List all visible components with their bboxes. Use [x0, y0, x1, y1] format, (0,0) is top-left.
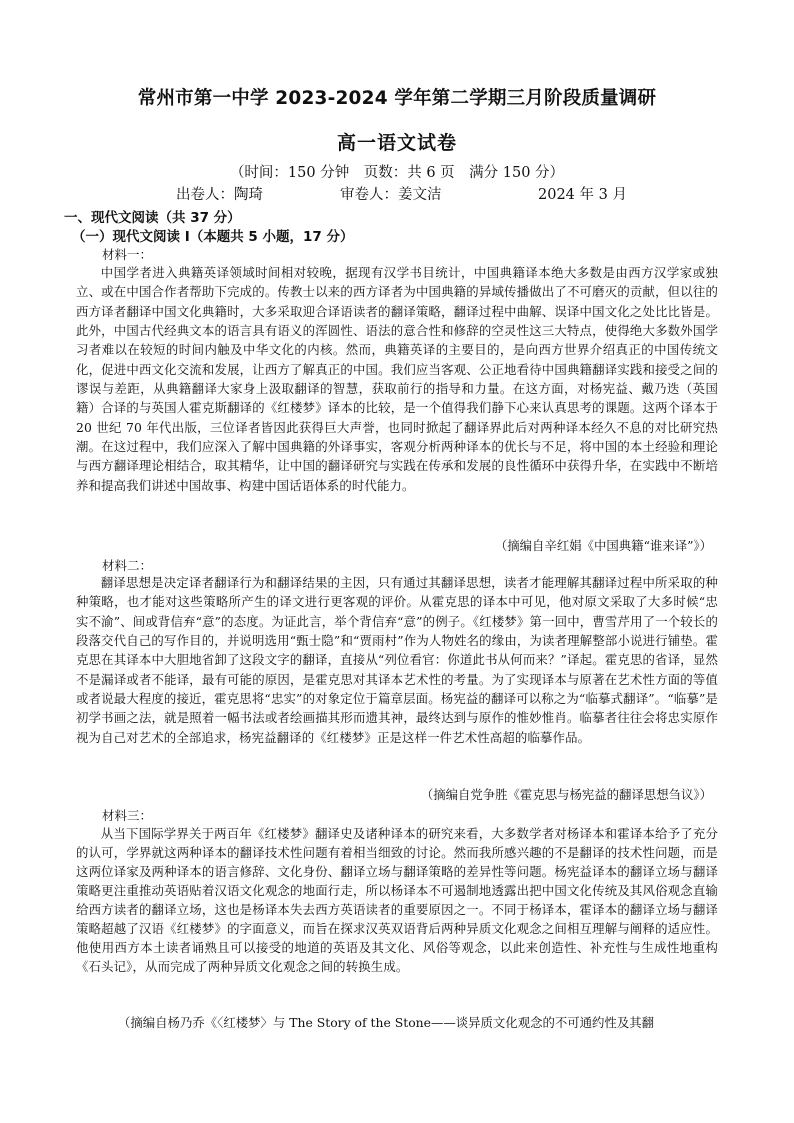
material-label: 材料一： — [102, 247, 153, 262]
material-source: （摘编自党争胜《霍克思与杨宪益的翻译思想刍议》） — [420, 787, 712, 802]
exam-subtitle: 高一语文试卷 — [336, 132, 457, 154]
exam-date: 2024 年 3 月 — [538, 187, 627, 203]
exam-title: 常州市第一中学 2023-2024 学年第二学期三月阶段质量调研 — [137, 88, 657, 109]
material-text: 从当下国际学界关于两百年《红楼梦》翻译史及诸种译本的研究来看，大多数学者对杨译本和霍译本给予了充分的认可，学界就这两种译本的翻译技术性问题有着相当细致的讨论。然而我所感兴趣的不是翻译的技术性问题，而是这两位译家及两种译本的语言修辞、文化身份、翻译立场与翻译策略的差异性等问题。杨宪益译本的翻译立场与翻译策略更注重推动英语贴着汉语文化观念的地面行走，所以杨译本不可遏制地透露出把中国文化传统及其风俗观念直输给西方读者的翻译立场，这也是杨译本失去西方英语读者的重要原因之一。不同于杨译本，霍译本的翻译立场与翻译策略超越了汉语《红楼梦》的字面意义，而旨在探求汉英双语背后两种异质文化观念之间相互理解与阐释的适应性。他使用西方本土读者诵熟且可以接受的地道的英语及其文化、风俗等观念，以此来创造性、补充性与生成性地重构《石头记》，从而完成了两种异质文化观念之间的转换生成。 — [76, 826, 718, 974]
material-source: （摘编自辛红娟《中国典籍“谁来译”》） — [494, 538, 712, 553]
material-text: 中国学者进入典籍英译领域时间相对较晚，据现有汉学书目统计，中国典籍译本绝大多数是由西方汉学家或独立、或在中国合作者帮助下完成的。传教士以来的西方译者为中国典籍的异域传播做出了不可磨灭的贡献，但以往的西方译者翻译中国文化典籍时，大多采取迎合译语读者的翻译策略，翻译过程中曲解、误译中国文化之处比比皆是。此外，中国古代经典文本的语言具有语义的浑圆性、语法的意合性和修辞的空灵性这三大特点，使得绝大多数外国学习者难以在较短的时间内触及中华文化的内核。然而，典籍英译的主要目的，是向西方世界介绍真正的中国传统文化，促进中西文化交流和发展，让西方了解真正的中国。我们应当客观、公正地看待中国典籍翻译实践和接受之间的谬误与差距，从典籍翻译大家身上汲取翻译的智慧，获取前行的指导和力量。在这方面，对杨宪益、戴乃迭（英国籍）合译的与英国人霍克斯翻译的《红楼梦》译本的比较，是一个值得我们静下心来认真思考的课题。这两个译本于 20 世纪 70 年代出版，三位译者皆因此获得巨大声誉，也同时掀起了翻译界此后对两种译本经久不息的对比研究热潮。在这过程中，我们应深入了解中国典籍的外译事实，客观分析两种译本的优长与不足，将中国的本土经验和理论与西方翻译理论相结合，取其精华，让中国的翻译研究与实践在传承和发展的良性循环中获得升华，在实践中不断培养和提高我们讲述中国故事、构建中国话语体系的时代能力。 — [76, 265, 718, 493]
exam-info: （时间：150 分钟 页数：共 6 页 满分 150 分） — [229, 165, 565, 181]
author-line: 出卷人：陶琦 — [176, 187, 263, 203]
subsection-heading: （一）现代文阅读 I（本题共 5 小题，17 分） — [72, 229, 354, 245]
reviewer-line: 审卷人：姜文洁 — [340, 187, 442, 203]
material-text: 翻译思想是决定译者翻译行为和翻译结果的主因，只有通过其翻译思想，读者才能理解其翻译过程中所采取的种种策略，也才能对这些策略所产生的译文进行更客观的评价。从霍克思的译本中可见，他对原文采取了大多时候“忠实不渝”、间或背信弃“意”的态度。为证此言，举个背信弃“意”的例子。《红楼梦》第一回中，曹雪芹用了一个较长的段落交代自己的写作目的，并说明选用“甄士隐”和“贾雨村”作为人物姓名的缘由，为读者理解整部小说进行铺垫。霍克思在其译本中大胆地省卸了这段文字的翻译，直接从“列位看官：你道此书从何而来？”译起。霍克思的省译，显然不是漏译或者不能译，最有可能的原因，是霍克思对其译本艺术性的考量。为了实现译本与原著在艺术性方面的等值或者说最大程度的接近，霍克思将“忠实”的对象定位于篇章层面。杨宪益的翻译可以称之为“临摹式翻译”。“临摹”是初学书画之法，就是照着一幅书法或者绘画描其形而遗其神，最终达到与原作的惟妙惟肖。临摹者往往会将忠实原作视为自己对艺术的全部追求，杨宪益翻译的《红楼梦》正是这样一件艺术性高超的临摹作品。 — [76, 575, 718, 745]
material-label: 材料二： — [102, 558, 153, 573]
material-source: （摘编自杨乃乔《〈红楼梦〉与 The Story of the Stone——谈异质文化观念的不可通约性及其翻 — [118, 1015, 654, 1030]
section-heading: 一、现代文阅读（共 37 分） — [64, 210, 241, 226]
material-label: 材料三： — [102, 808, 153, 823]
